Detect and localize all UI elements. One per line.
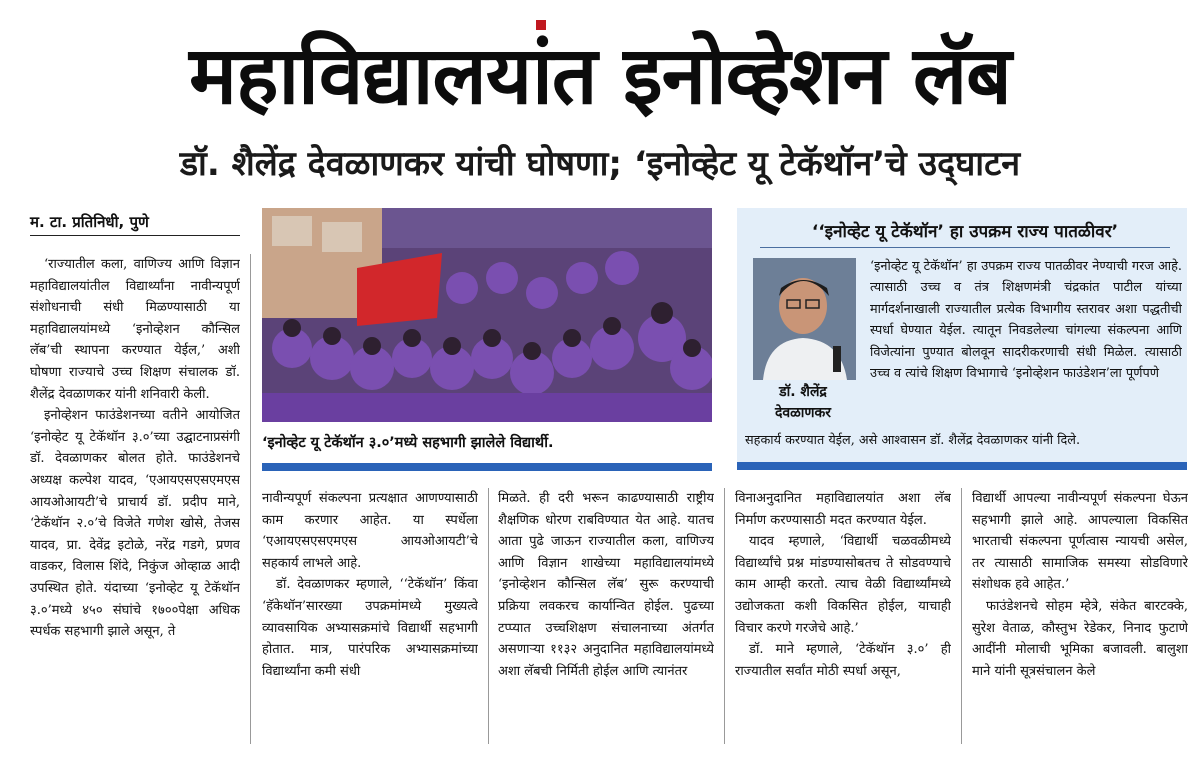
subheadline: डॉ. शैलेंद्र देवळाणकर यांची घोषणा; ‘इनोव्हेट यू टेकॅथॉन’चे उद्‌घाटन [179,144,1021,184]
sidebar-text-top: ‘इनोव्हेट यू टेकॅथॉन’ हा उपक्रम राज्य पातळीवर नेण्याची गरज आहे. त्यासाठी उच्च व तंत्र शिक्षणमंत्री चंद्रकांत पाटील यांच्या मार्गदर्शनाखाली राज्यातील प्रत्येक विभागीय स्तरावर अशा पद्धतीची स्पर्धा घेण्यात येईल. त्यातून निवडलेल्या चांगल्या संकल्पना आणि विजेत्यांना पुण्यात बोलवून सादरीकरणाची संधी मिळेल. त्यासाठी उच्च व त्यांचे शिक्षण विभागाचे ‘इनोव्हेशन फाउंडेशन’ला पूर्णपणे [870,259,1182,382]
portrait-name-line1: डॉ. शैलेंद्र [779,384,827,400]
portrait-photo [753,258,856,380]
article-column-1 [30,254,240,746]
paragraph: ‘राज्यातील कला, वाणिज्य आणि विज्ञान महाविद्यालयांतील विद्यार्थ्यांना नावीन्यपूर्ण संशोधनाची संधी मिळण्यासाठी या महाविद्यालयांमध्ये ‘इनोव्हेशन कौन्सिल लॅब’ची स्थापना करण्यात येईल,’ अशी घोषणा राज्याचे उच्च शिक्षण संचालक डॉ. शैलेंद्र देवळाणकर यांनी शनिवारी केली. [30,257,240,402]
column-divider [961,488,962,744]
paragraph: नावीन्यपूर्ण संकल्पना प्रत्यक्षात आणण्यासाठी काम करणार आहेत. या स्पर्धेला ‘एआयएसएसएमएस आयओआयटी’चे सहकार्य लाभले आहे. [262,491,478,571]
portrait-illustration [753,258,856,380]
paragraph: इनोव्हेशन फाउंडेशनच्या वतीने आयोजित ‘इनोव्हेट यू टेकॅथॉन ३.०’च्या उद्घाटनाप्रसंगी डॉ. देवळाणकर बोलत होते. फाउंडेशनचे अध्यक्ष कल्पेश यादव, ‘एआयएसएसएमएस आयओआयटी’चे प्राचार्य डॉ. प्रदीप माने, ‘टेकॅथॉन २.०’चे विजेते गणेश खोसे, तेजस यादव, प्रा. देवेंद्र इटोळे, नरेंद्र गडगे, प्रणव वाडकर, विलास शिंदे, निकुंज ओव्हाळ आदी उपस्थित होते. यंदाच्या ‘इनोव्हेट यू टेकॅथॉन ३.०’मध्ये ४५० संघांचे १७००पेक्षा अधिक स्पर्धक सहभागी झाले असून, ते [30,408,240,640]
column-divider [724,488,725,744]
paragraph: विनाअनुदानित महाविद्यालयांत अशा लॅब निर्माण करण्यासाठी मदत करण्यात येईल. [735,491,951,528]
paragraph: फाउंडेशनचे सोहम म्हेत्रे, संकेत बारटक्के, सुरेश वेताळ, कौस्तुभ रेडेकर, निनाद फुटाणे आदींनी मोलाची भूमिका बजावली. बालुशा माने यांनी सूत्रसंचालन केले [972,598,1188,679]
byline: म. टा. प्रतिनिधी, पुणे [30,210,240,236]
paragraph: यादव म्हणाले, ‘विद्यार्थी चळवळीमध्ये विद्यार्थ्यांचे प्रश्न मांडण्यासोबतच ते सोडवण्याचे काम आम्ही करतो. त्याच वेळी विद्यार्थ्यांमध्ये उद्योजकता कशी विकसित होईल, याचाही विचार करणे गरजेचे आहे.’ [735,534,951,636]
column-divider [488,488,489,744]
sidebar-title: ‘‘इनोव्हेट यू टेकॅथॉन’ हा उपक्रम राज्य पातळीवर’ [760,218,1170,248]
paragraph: डॉ. देवळाणकर म्हणाले, ‘‘टेकॅथॉन’ किंवा ‘हॅकेथॉन’सारख्या उपक्रमांमध्ये मुख्यत्वे व्यावसायिक अभ्यासक्रमांचे विद्यार्थी सहभागी होतात. मात्र, पारंपरिक अभ्यासक्रमांच्या विद्यार्थ्यांना कमी संधी [262,577,478,679]
caption-rule [262,463,712,471]
article-column-5 [972,488,1188,746]
portrait-name-line2: देवळाणकर [774,405,832,421]
article-column-4 [735,488,951,746]
paragraph: मिळते. ही दरी भरून काढण्यासाठी राष्ट्रीय शैक्षणिक धोरण राबविण्यात येत आहे. यातच आता पुढे जाऊन राज्यातील कला, वाणिज्य आणि विज्ञान शाखेच्या महाविद्यालयांमध्ये ‘इनोव्हेशन कौन्सिल लॅब’ सुरू करण्याची प्रक्रिया लवकरच कार्यान्वित होईल. पुढच्या टप्प्यात उच्चशिक्षण संचालनाच्या अंतर्गत असणाऱ्या ११३२ अनुदानित महाविद्यालयांमध्ये अशा लॅबची निर्मिती होईल आणि त्यानंतर [498,491,714,679]
event-photo [262,208,712,422]
sidebar-text-bottom: सहकार्य करण्यात येईल, असे आश्वासन डॉ. शैलेंद्र देवळाणकर यांनी दिले. [745,433,1081,448]
paragraph: डॉ. माने म्हणाले, ‘टेकॅथॉन ३.०’ ही राज्यातील सर्वांत मोठी स्पर्धा असून, [735,642,951,679]
article-column-3 [498,488,714,746]
paragraph: विद्यार्थी आपल्या नावीन्यपूर्ण संकल्पना घेऊन सहभागी झाले आहे. आपल्याला विकसित भारताची संकल्पना पूर्णत्वास न्यायची असेल, तर त्यासाठी सामाजिक समस्या सोडविणारे संशोधक हवे आहेत.’ [972,491,1188,593]
headline: महाविद्यालयांत इनोव्हेशन लॅब [189,29,1011,122]
portrait-caption [740,382,866,426]
article-column-2 [262,488,478,746]
photo-caption: ‘इनोव्हेट यू टेकॅथॉन ३.०’मध्ये सहभागी झालेले विद्यार्थी. [262,435,554,451]
students-photo-illustration [262,208,712,422]
column-divider [250,254,251,744]
